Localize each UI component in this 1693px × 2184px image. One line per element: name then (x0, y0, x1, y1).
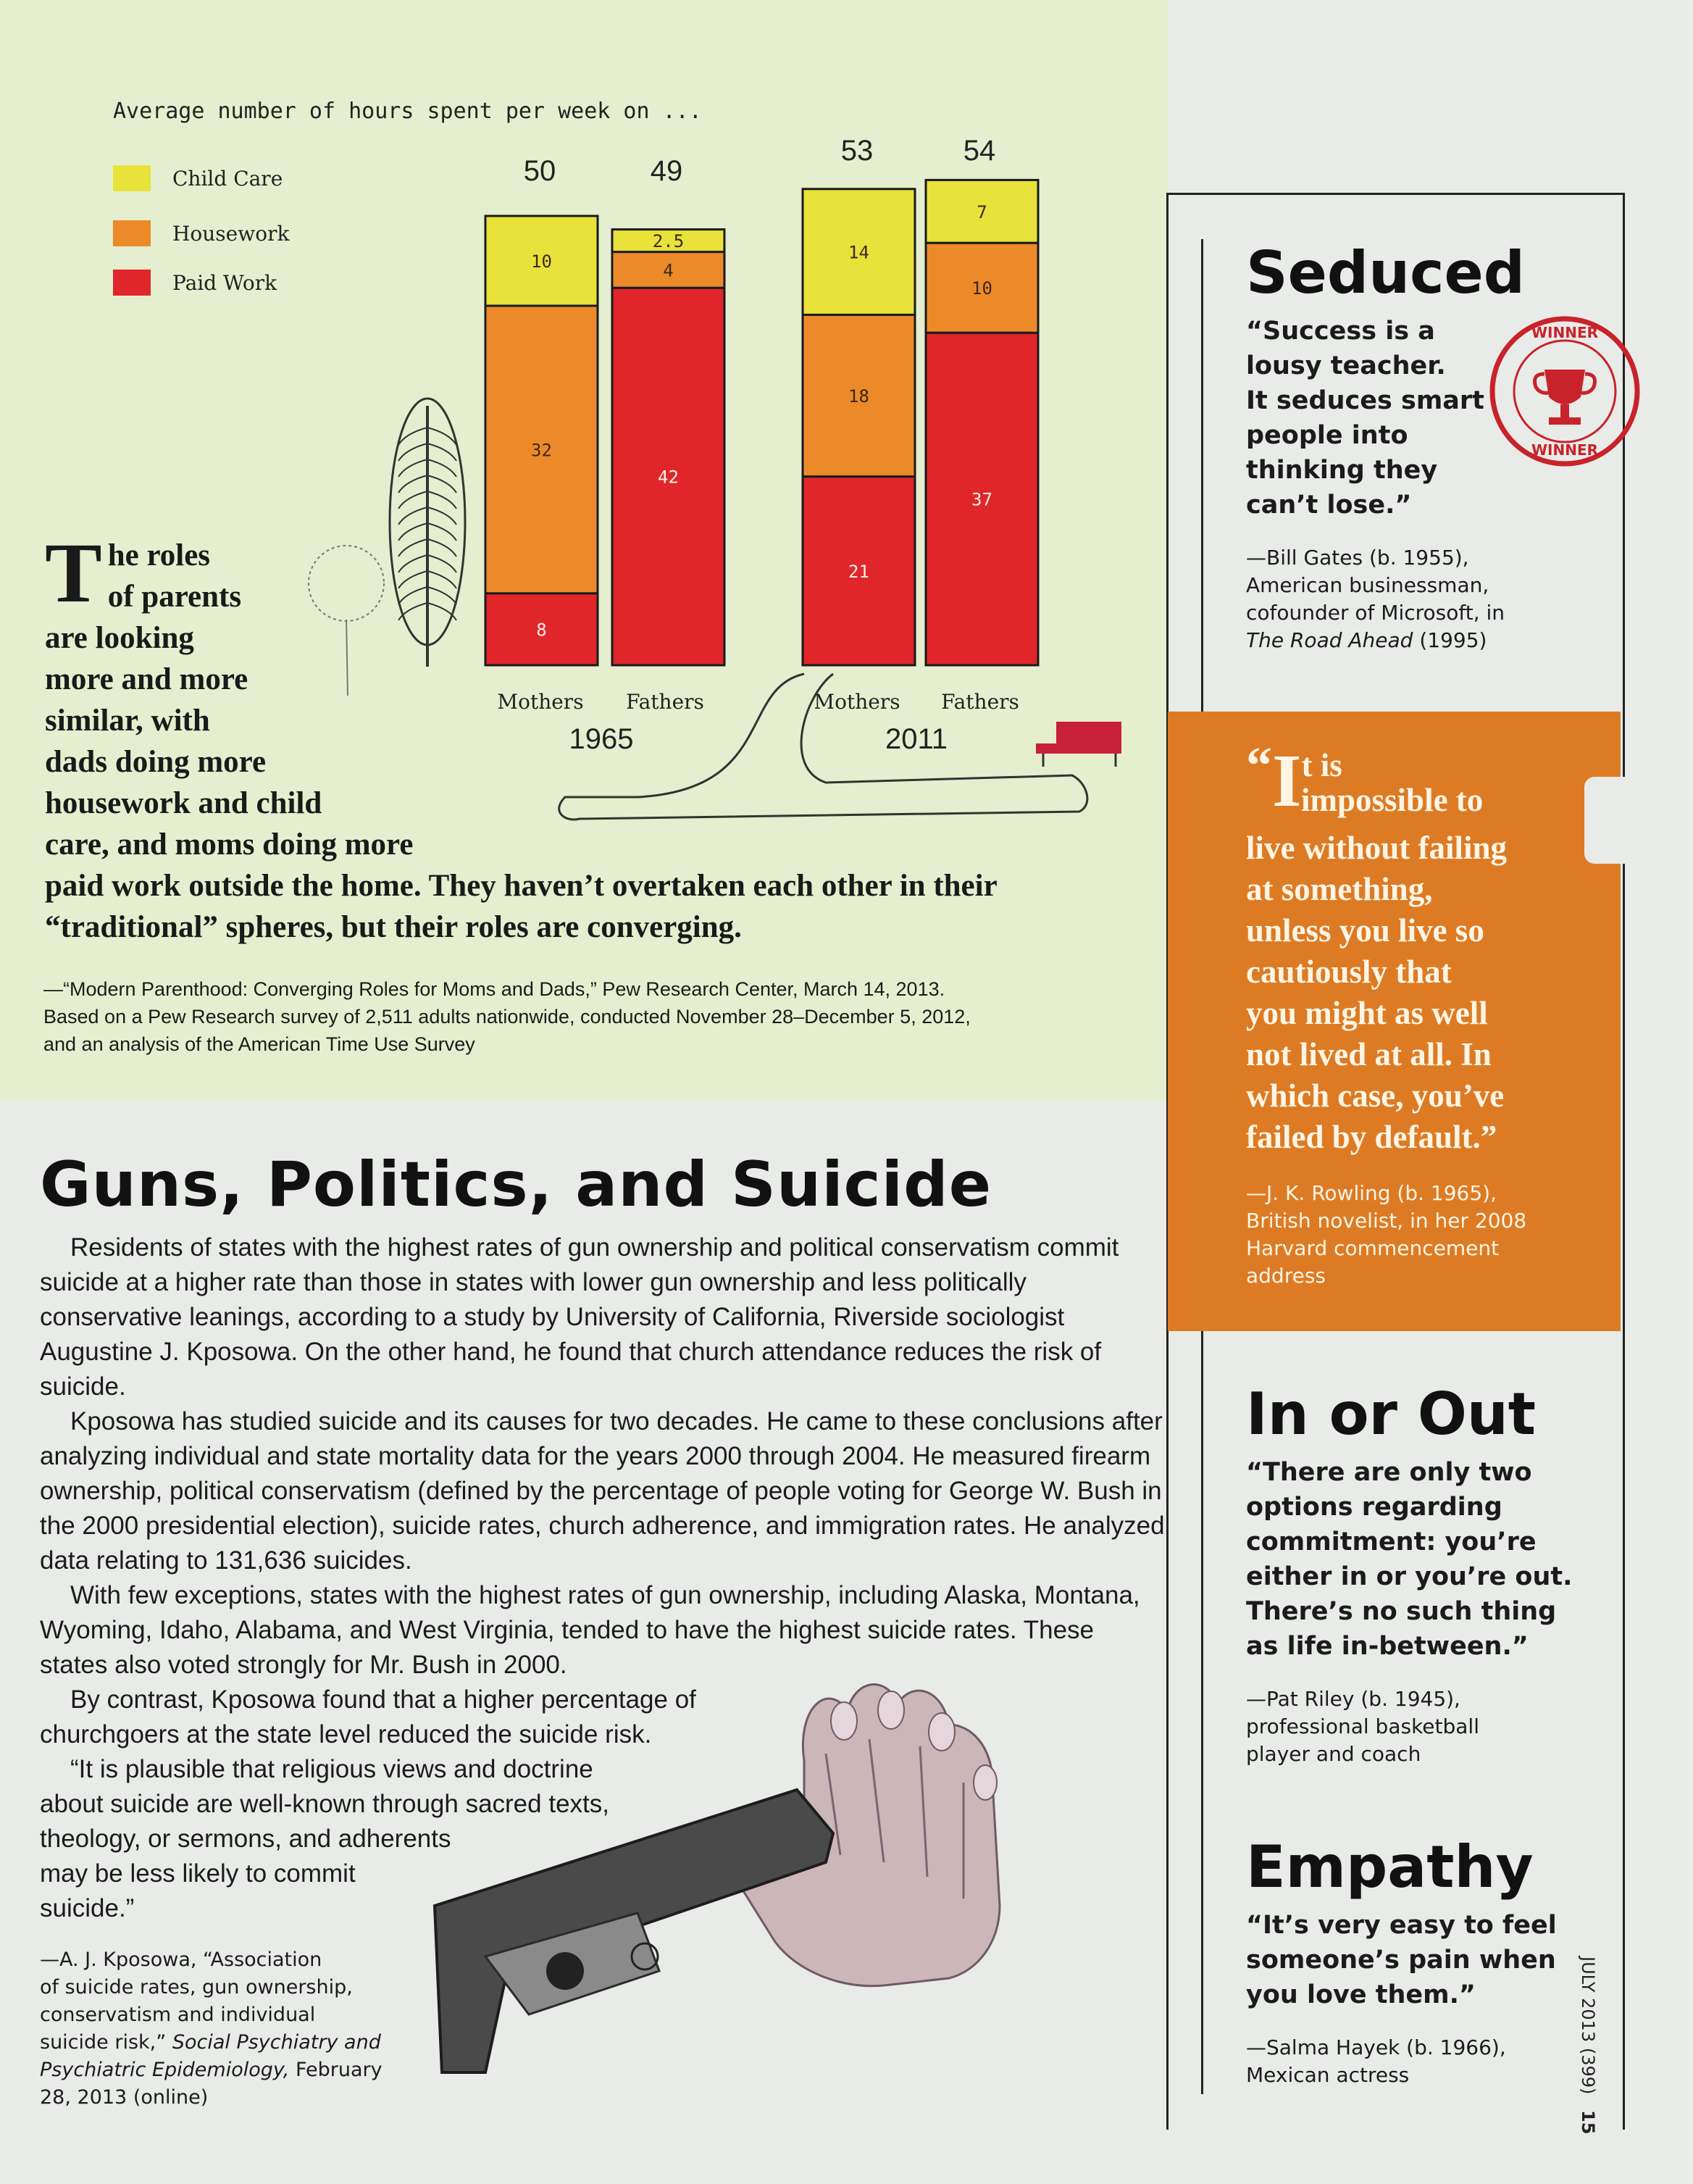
bar-stack (926, 180, 1038, 665)
page-number: 15 (1578, 2110, 1598, 2135)
bar-stack (612, 230, 724, 665)
attr-line: —Salma Hayek (b. 1966), (1246, 2035, 1506, 2059)
bar-value-label: 7 (977, 201, 987, 222)
legend-item-paid-work (113, 268, 277, 297)
attr-line: player and coach (1246, 1742, 1421, 1766)
quote-attribution (1246, 1685, 1608, 1768)
legend-label: Housework (172, 221, 290, 246)
pull-quote-line: of parents (107, 580, 242, 614)
quote-line: lousy teacher. (1246, 351, 1446, 380)
pull-quote-line: housework and child (45, 786, 322, 820)
legend-label: Paid Work (172, 270, 277, 295)
attr-line: American businessman, (1246, 573, 1489, 597)
article-line: theology, or sermons, and adherents (40, 1825, 451, 1853)
quote-empathy (1246, 1833, 1579, 2089)
article-line: “It is plausible that religious views and doctrine (70, 1755, 593, 1783)
quote-line: unless you live so (1246, 912, 1484, 949)
bar-total-label: 49 (650, 155, 683, 187)
open-quote-mark: “ (1246, 736, 1272, 794)
bar-value-label: 37 (971, 489, 992, 510)
bar-group-label: Fathers (941, 690, 1019, 714)
pull-quote-line: dads doing more (45, 745, 267, 779)
dropcap: I (1272, 739, 1302, 822)
citation-line (40, 2056, 417, 2084)
book-title: The Road Ahead (1246, 628, 1413, 652)
bar-value-label: 42 (658, 467, 679, 488)
article-paragraph: Kposowa has studied suicide and its causes for two decades. He came to these conclusions after analyzing individual and state mortality data for the years 2000 through 2004. He measured firearm ownership, political conservatism (defined by the percentage of people voting for George W. Bush in the 2000 presidential election), suicide rates, church adherence, and immigration rates. He analyzed data relating to 131,636 suicides. (40, 1407, 1165, 1575)
chart-caption: Average number of hours spent per week on ... (113, 99, 702, 124)
article-citation (40, 1946, 417, 2112)
bar-stack (485, 216, 598, 665)
journal-name: Social Psychiatry and (172, 2031, 381, 2054)
attr-line: cofounder of Microsoft, in (1246, 601, 1505, 625)
article-line: suicide.” (40, 1894, 135, 1922)
quote-line: not lived at all. In (1246, 1036, 1492, 1072)
quote-attribution (1246, 2034, 1579, 2089)
pull-quote-line: he roles (107, 538, 211, 572)
pull-quote-line: similar, with (45, 704, 210, 738)
quote-line: at something, (1246, 871, 1433, 907)
quote-line: someone’s pain when (1246, 1946, 1556, 1975)
quote-text (1246, 1908, 1579, 2012)
badge-text: WINNER (1531, 441, 1599, 459)
quote-text (1246, 1455, 1608, 1664)
quote-line: It seduces smart (1246, 386, 1484, 415)
winner-badge-icon (1485, 312, 1644, 471)
attr-line: —J. K. Rowling (b. 1965), (1246, 1181, 1497, 1205)
legend-label: Child Care (172, 166, 283, 191)
quote-title: Empathy (1246, 1833, 1534, 1901)
source-line: Based on a Pew Research survey of 2,511 adults nationwide, conducted November 28–December 5, 2012, (43, 1006, 971, 1028)
quote-line: people into (1246, 421, 1408, 450)
quote-line: thinking they (1246, 456, 1438, 485)
quote-line: “There are only two (1246, 1458, 1532, 1487)
quote-title: In or Out (1246, 1380, 1537, 1448)
quote-line: as life in-between.” (1246, 1632, 1529, 1661)
citation-line (40, 2029, 417, 2056)
gun-and-hand-illustration (420, 1667, 1174, 2116)
attr-line: Mexican actress (1246, 2063, 1410, 2087)
quote-line: you love them.” (1246, 1980, 1476, 2009)
chart-panel (0, 0, 1168, 1101)
article-title: Guns, Politics, and Suicide (40, 1149, 992, 1221)
bar-value-label: 21 (848, 561, 869, 582)
attr-line: British novelist, in her 2008 (1246, 1209, 1527, 1233)
attr-line (1246, 627, 1608, 654)
quote-line: There’s no such thing (1246, 1597, 1557, 1626)
pull-quote-line: are looking (45, 621, 194, 655)
year-label-1965: 1965 (569, 723, 634, 755)
citation-line: of suicide rates, gun ownership, (40, 1976, 353, 1998)
quote-in-or-out (1246, 1380, 1608, 1768)
bar-total-label: 53 (840, 135, 874, 167)
article-line: By contrast, Kposowa found that a higher percentage of (70, 1685, 696, 1714)
quote-line: “Success is a (1246, 317, 1435, 346)
attr-line: Harvard commencement (1246, 1236, 1500, 1260)
bar-value-label: 18 (848, 386, 869, 407)
badge-text: WINNER (1531, 324, 1599, 341)
attr-line: —Pat Riley (b. 1945), (1246, 1687, 1460, 1711)
pull-quote-line: more and more (45, 662, 248, 696)
bar-group-label: Mothers (497, 690, 584, 714)
source-line: and an analysis of the American Time Use Survey (43, 1033, 475, 1055)
page-footer (1566, 1956, 1610, 2174)
attr-line: professional basketball (1246, 1714, 1479, 1738)
article-paragraph: With few exceptions, states with the highest rates of gun ownership, including Alaska, Montana, Wyoming, Idaho, Alabama, and West Virginia, tended to have the highest suicide rates. These states also voted strongly for Mr. Bush in 2000. (40, 1581, 1140, 1679)
legend-swatch (113, 165, 151, 191)
tab-notch (1584, 777, 1628, 864)
bar-value-label: 2.5 (652, 231, 685, 252)
bar-value-label: 8 (536, 620, 547, 641)
bar-value-label: 4 (663, 260, 674, 281)
quote-line: cautiously that (1246, 954, 1452, 990)
quote-line: impossible to (1301, 782, 1484, 818)
issue-footer (1578, 1956, 1598, 2174)
quote-title: Seduced (1246, 239, 1526, 307)
quote-line: “It’s very easy to feel (1246, 1911, 1557, 1940)
journal-name: Psychiatric Epidemiology, (40, 2059, 290, 2081)
bar-group-label: Fathers (626, 690, 704, 714)
citation-line: —A. J. Kposowa, “Association (40, 1948, 322, 1971)
legend-swatch (113, 270, 151, 296)
attr-text: (1995) (1413, 628, 1487, 652)
citation-line: conservatism and individual (40, 2004, 316, 2026)
dropcap: T (45, 525, 102, 620)
rowling-quote-box (1168, 712, 1621, 1331)
legend-item-housework (113, 219, 289, 248)
pull-quote-line: “traditional” spheres, but their roles are converging. (45, 910, 742, 944)
quote-line: failed by default.” (1246, 1119, 1497, 1155)
pull-quote-body (45, 617, 1132, 948)
bar-value-label: 10 (531, 251, 552, 272)
citation-text: suicide risk,” (40, 2031, 167, 2054)
pull-quote-line: paid work outside the home. They haven’t overtaken each other in their (45, 869, 998, 903)
bar-value-label: 14 (848, 242, 869, 263)
quote-line: commitment: you’re (1246, 1527, 1537, 1556)
quote-line: you might as well (1246, 995, 1488, 1031)
article-line: may be less likely to commit (40, 1859, 356, 1888)
bar-total-label: 50 (523, 155, 556, 187)
legend-item-child-care (113, 164, 283, 193)
citation-line: 28, 2013 (online) (40, 2086, 209, 2109)
legend-swatch (113, 220, 151, 246)
quote-attribution (1246, 544, 1608, 654)
quote-line: which case, you’ve (1246, 1078, 1505, 1114)
attr-line: address (1246, 1264, 1326, 1288)
quote-attribution (1246, 1180, 1608, 1290)
pull-quote-top (45, 525, 335, 620)
bar-total-label: 54 (963, 135, 996, 167)
quote-line: options regarding (1246, 1493, 1502, 1522)
quote-line: can’t lose.” (1246, 491, 1412, 520)
bar-group-label: Mothers (814, 690, 900, 714)
article-line: about suicide are well-known through sacred texts, (40, 1790, 609, 1818)
article-line: churchgoers at the state level reduced the suicide risk. (40, 1720, 652, 1749)
citation-text: February (295, 2059, 383, 2081)
year-label-2011: 2011 (885, 723, 948, 755)
quote-line: either in or you’re out. (1246, 1562, 1573, 1591)
issue-date: JULY 2013 (399) (1578, 1956, 1598, 2095)
source-line: —“Modern Parenthood: Converging Roles for Moms and Dads,” Pew Research Center, March 14, 2013. (43, 978, 945, 1000)
quote-line: t is (1301, 747, 1342, 783)
bar-stack (803, 189, 915, 665)
article-body (40, 1230, 1166, 1683)
article-paragraph: Residents of states with the highest rates of gun ownership and political conservatism commit suicide at a higher rate than those in states with lower gun ownership and less politically conservative leanings, according to a study by University of California, Riverside sociologist Augustine J. Kposowa. On the other hand, he found that church attendance reduces the risk of suicide. (40, 1233, 1119, 1401)
attr-line: —Bill Gates (b. 1955), (1246, 546, 1469, 570)
quote-line: live without failing (1246, 830, 1508, 866)
bar-value-label: 10 (971, 278, 992, 299)
pull-quote-line: care, and moms doing more (45, 828, 414, 862)
bar-value-label: 32 (531, 440, 552, 461)
source-citation (43, 975, 1145, 1058)
quote-text (1246, 736, 1579, 1158)
